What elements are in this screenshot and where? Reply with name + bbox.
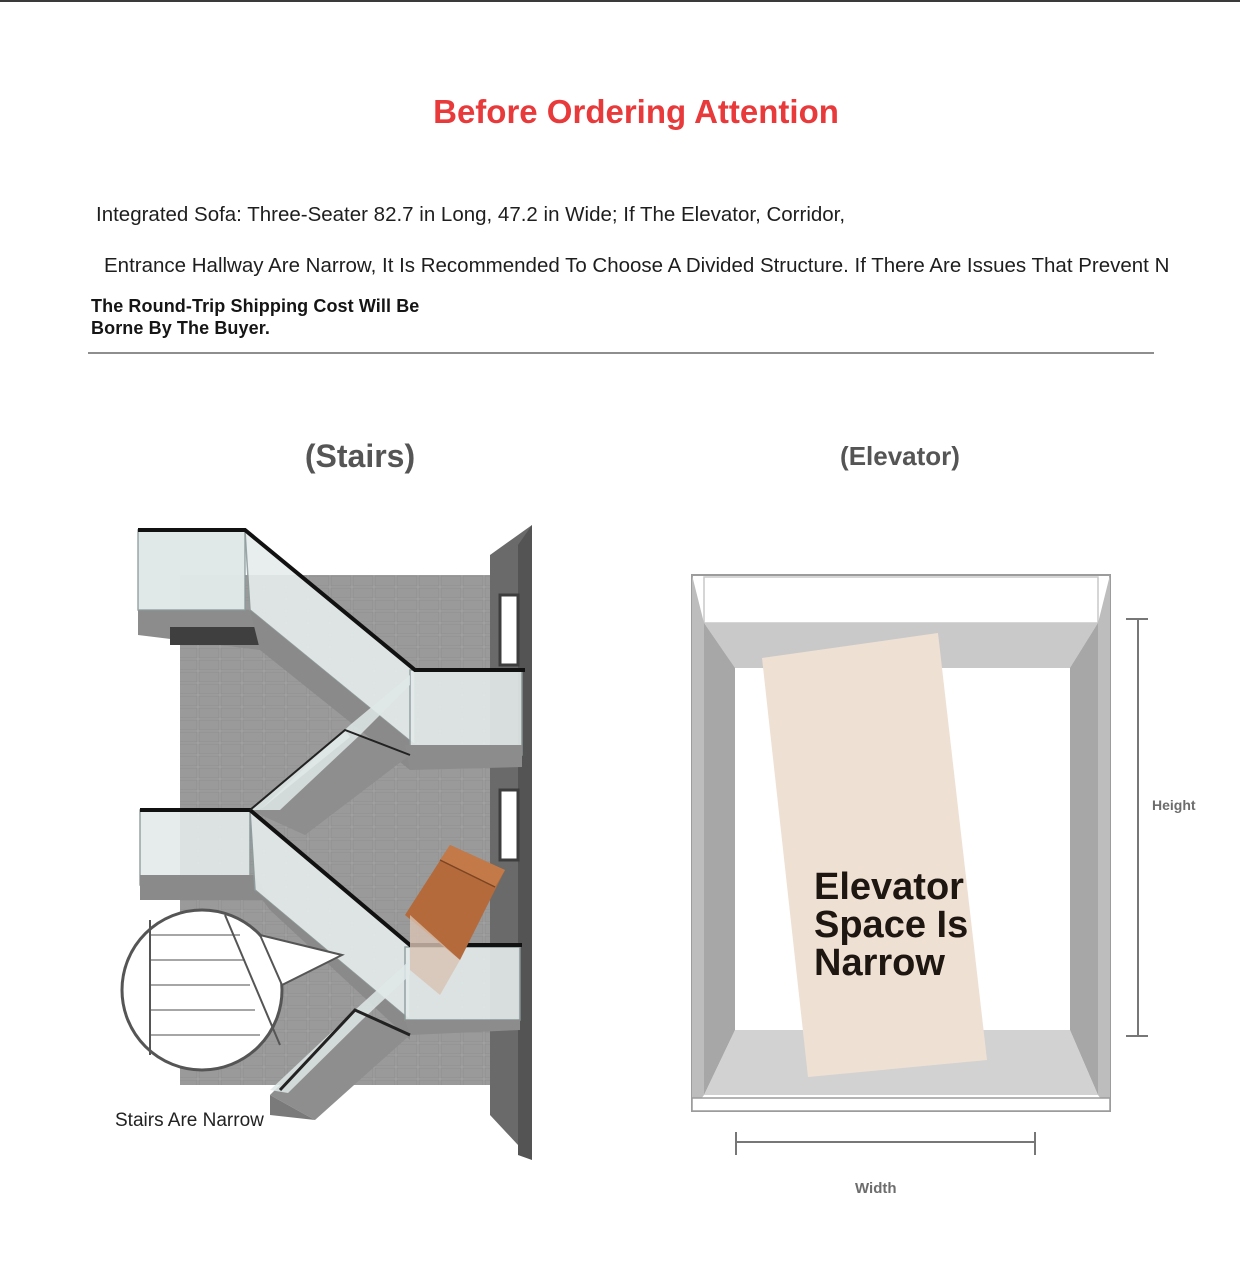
stairs-caption: Stairs Are Narrow [115,1110,264,1131]
staircase-illustration [110,515,540,1165]
page-title: Before Ordering Attention [433,93,839,130]
height-label: Height [1152,797,1196,813]
elevator-illustration [680,560,1200,1160]
stairs-heading: (Stairs) [304,438,416,474]
elevator-caption: Elevator Space Is Narrow [814,866,969,984]
width-label: Width [855,1180,897,1197]
elevator-heading: (Elevator) [840,441,960,471]
notice-line-2: Entrance Hallway Are Narrow, It Is Recommended To Choose A Divided Structure. If There Are Issues That Prevent N [104,254,1170,277]
notice-line-1: Integrated Sofa: Three-Seater 82.7 in Long, 47.2 in Wide; If The Elevator, Corridor, [96,203,846,226]
shipping-notice: The Round-Trip Shipping Cost Will Be Borne By The Buyer. [91,296,420,338]
section-divider [88,352,1154,354]
top-border [0,0,1240,2]
